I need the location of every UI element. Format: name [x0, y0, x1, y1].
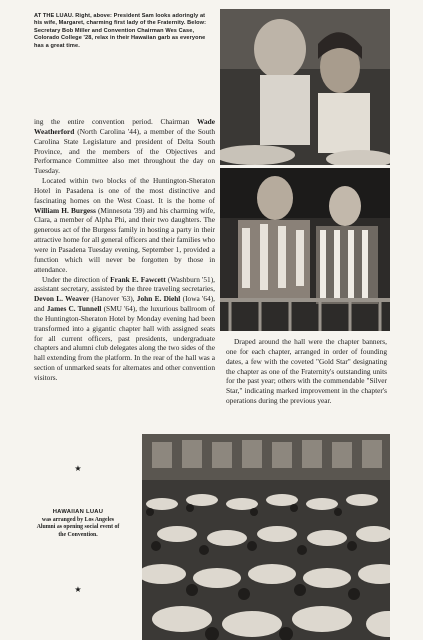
- star-ornament-bottom: ★: [74, 585, 82, 594]
- top-photo-caption: AT THE LUAU. Right, above: President Sam looks adoringly at his wife, Margaret, charming first lady of the Fraternity. Below: Secretary Bob Miller and Convention Chairman Wes Case, Colorado College '28, relax in their Hawaiian garb as everyone has a great time.: [34, 13, 207, 49]
- luau-caption-heading: HAWAIIAN LUAU: [52, 509, 104, 515]
- body-p3-d: (Iowa '64), and: [34, 294, 215, 314]
- body-p3-e: (SMU '64), the luxurious ballroom of the Huntington-Sheraton Hotel by Monday evening had been transformed into a gigantic chapter hall with assigned seats for all current officers, past presidents, undergraduate chapters and alumni club delegates along the two sides of the hall extending from the platform. In the rear of the hall was a section of unmarked seats for alternates and other convention visitors.: [34, 304, 215, 382]
- name-wade-weatherford: Wade Weatherford: [34, 117, 215, 136]
- body-p2-start: Located within two blocks of the Huntington-Sheraton Hotel in Pasadena is one of the most distinctive and fascinating homes on the West Coast. It is the home of: [34, 176, 215, 205]
- name-devon-weaver: Devon L. Weaver: [34, 294, 90, 304]
- body-p1-start: ing the entire convention period. Chairman: [34, 117, 198, 126]
- body-p3-a: Under the direction of: [42, 274, 111, 284]
- name-john-diehl: John E. Diehl: [136, 294, 181, 304]
- article-body-column: [34, 117, 215, 383]
- luau-caption-text: was arranged by Los Angeles Alumni as opening social event of the Convention.: [36, 516, 120, 538]
- body-p2-rest: (Minnesota '39) and his charming wife, Clara, a member of Alpha Phi, and their two daughters. The generous act of the Burgess family in hosting a party in their attractive home for all general officers and their families who were in Pasadena Tuesday evening, September 1, provided a function which will never be forgotten by those in attendance.: [34, 205, 215, 274]
- luau-side-caption: [34, 509, 122, 539]
- star-ornament-top: ★: [74, 464, 82, 473]
- photo-president-and-wife: [220, 9, 390, 165]
- name-william-burgess: William H. Burgess: [34, 205, 96, 215]
- right-column-text: [226, 337, 387, 406]
- photo-hawaiian-luau-hall: [142, 434, 390, 640]
- body-p3-b: (Washburn '51), assistant secretary, assisted by the three traveling secretaries,: [34, 274, 215, 294]
- chapter-banners-paragraph: Draped around the hall were the chapter banners, one for each chapter, arranged in order of founding dates, a few with the coveted "Gold Star" designating the chapter as one of the Fraternity's outstanding units for the past year; others with the commendable "Silver Star," indicating marked improvement in the chapter's operations during the previous year.: [226, 337, 387, 406]
- name-james-tunnell: James C. Tunnell: [46, 304, 102, 314]
- body-p1-rest: (North Carolina '44), a member of the South Carolina State Legislature and president of Delta South Province, and the members of the Objectives and Performance Committee also met throughout the day on Tuesday.: [34, 126, 215, 176]
- body-p3-c: (Hanover '63),: [89, 294, 137, 304]
- photo-miller-and-case: [220, 168, 390, 331]
- name-frank-fawcett: Frank E. Fawcett: [110, 274, 166, 284]
